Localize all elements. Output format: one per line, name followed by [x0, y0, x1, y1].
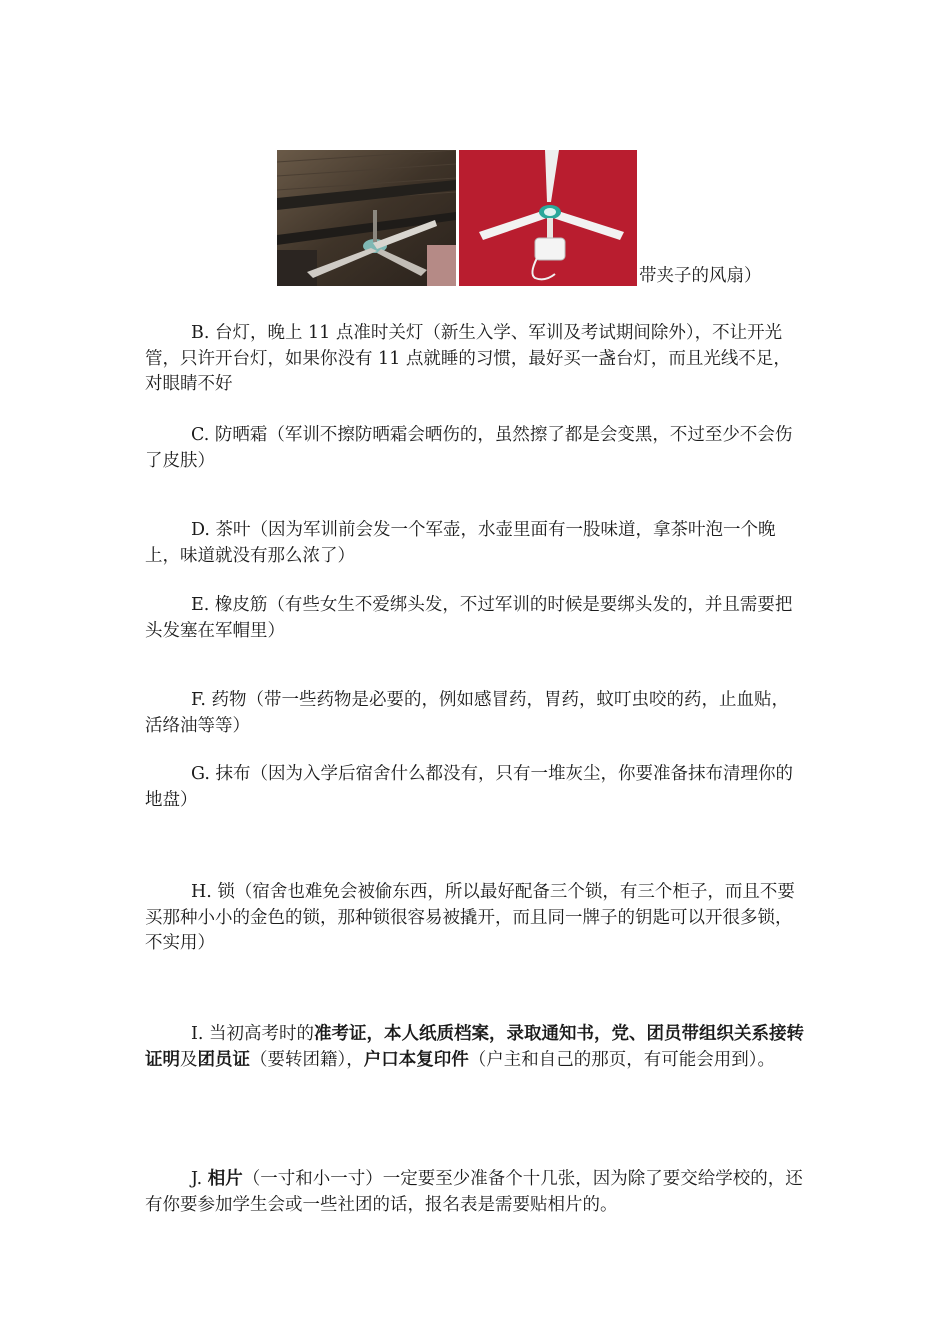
item-i — [145, 1022, 805, 1073]
figure-caption: 带夹子的风扇） — [639, 266, 762, 286]
item-b: B. 台灯，晚上 11 点准时关灯（新生入学、军训及考试期间除外），不让开光管，只许开台灯，如果你没有 11 点就睡的习惯，最好买一盏台灯，而且光线不足，对眼睛不好 — [145, 323, 791, 394]
item-c: C. 防晒霜（军训不擦防晒霜会晒伤的，虽然擦了都是会变黑，不过至少不会伤了皮肤） — [145, 425, 793, 471]
clip-fan-photo — [459, 150, 637, 286]
item-i-text: （要转团籍）， — [250, 1049, 364, 1070]
item-j — [145, 1167, 805, 1218]
item-i-league-card: 团员证 — [197, 1049, 250, 1070]
ceiling-fan-photo — [277, 150, 456, 286]
item-i-documents: 准考证，本人纸质档案，录取通知书，党、团员带组织关系接转证明 — [145, 1024, 805, 1070]
item-g: G. 抹布（因为入学后宿舍什么都没有，只有一堆灰尘，你要准备抹布清理你的地盘） — [145, 764, 793, 810]
item-e: E. 橡皮筋（有些女生不爱绑头发，不过军训的时候是要绑头发的，并且需要把头发塞在军帽里） — [145, 595, 793, 641]
item-f: F. 药物（带一些药物是必要的，例如感冒药，胃药，蚊叮虫咬的药，止血贴，活络油等等） — [145, 690, 790, 736]
item-i-hukou-copy: 户口本复印件 — [363, 1049, 469, 1070]
item-d: D. 茶叶（因为军训前会发一个军壶，水壶里面有一股味道，拿茶叶泡一个晚上，味道就没有那么浓了） — [145, 520, 776, 566]
item-i-text: （户主和自己的那页，有可能会用到）。 — [468, 1049, 775, 1070]
item-j-text: J. — [191, 1169, 208, 1189]
item-j-photos: 相片 — [207, 1169, 243, 1189]
item-i-text: 及 — [180, 1049, 198, 1070]
item-i-text: I. 当初高考时的 — [191, 1024, 315, 1044]
item-j-text: （一寸和小一寸）一定要至少准备个十几张，因为除了要交给学校的，还有你要参加学生会或一些社团的话，报名表是需要贴相片的。 — [145, 1169, 803, 1215]
fan-figure — [277, 150, 762, 286]
item-h: H. 锁（宿舍也难免会被偷东西，所以最好配备三个锁，有三个柜子，而且不要买那种小小的金色的锁，那种锁很容易被撬开，而且同一牌子的钥匙可以开很多锁，不实用） — [145, 882, 795, 953]
